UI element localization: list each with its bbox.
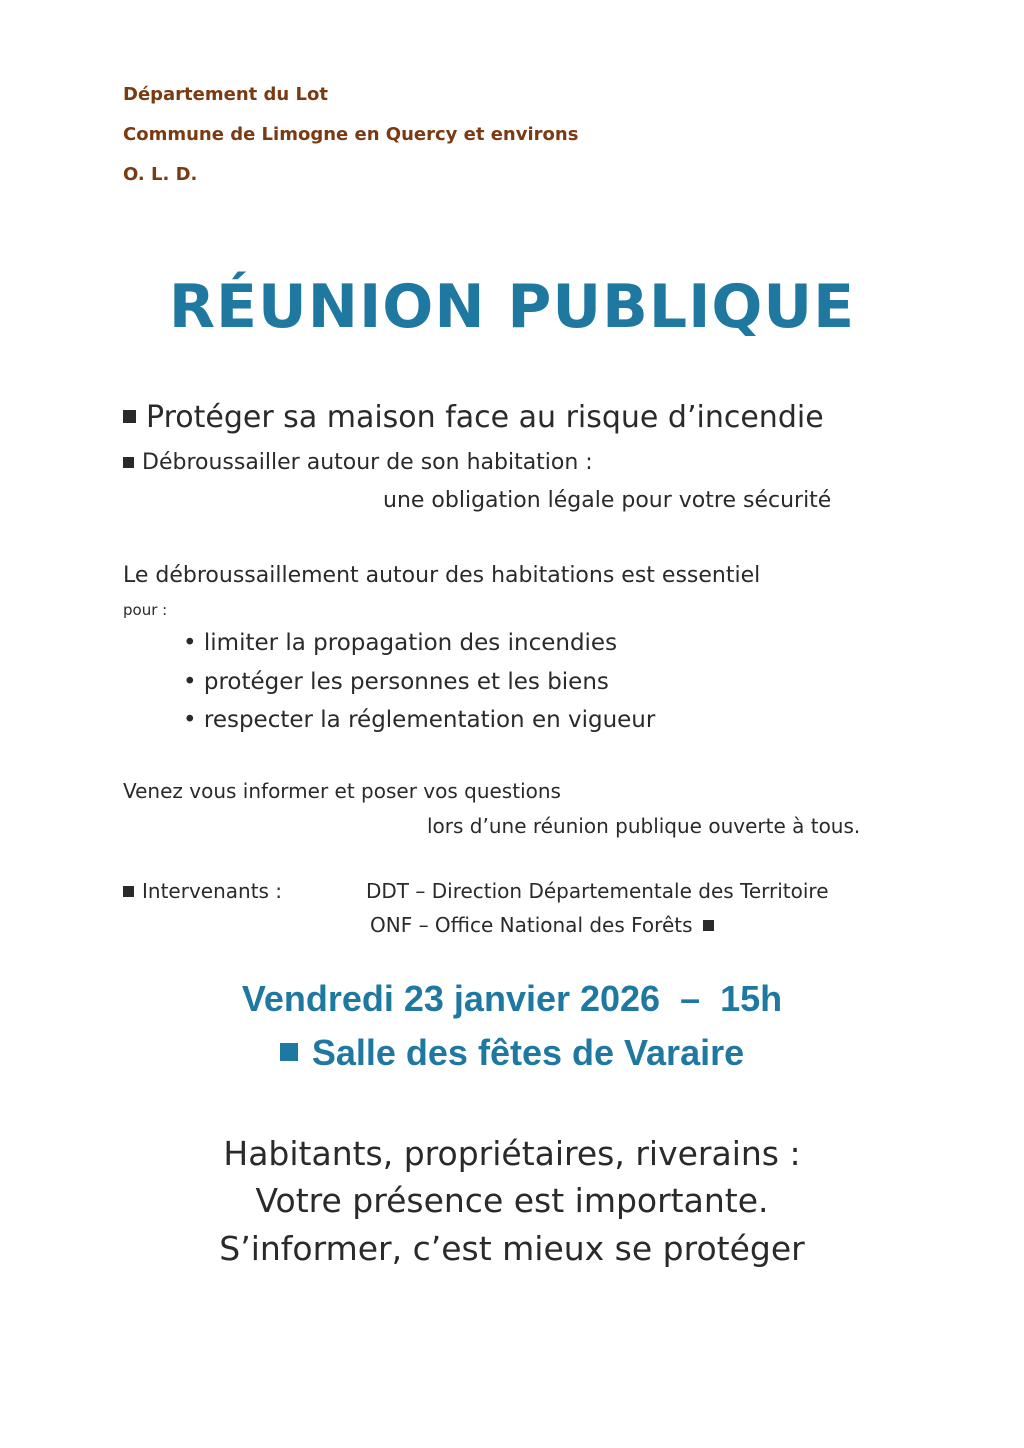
speakers-label-text: Intervenants : [142,879,283,903]
topic-protect [123,400,824,435]
invitation-line-2: lors d’une réunion publique ouverte à tous. [427,814,861,838]
event-location-text: Salle des fêtes de Varaire [311,1032,745,1073]
speaker-onf [370,913,714,937]
square-bullet-icon [280,1043,298,1061]
page-title: RÉUNION PUBLIQUE [168,272,856,342]
speakers-label [123,879,282,903]
event-datetime: Vendredi 23 janvier 2026 – 15h [241,978,783,1019]
header-department: Département du Lot [123,84,328,105]
closing-line-3: S’informer, c’est mieux se protéger [219,1229,805,1268]
header-acronym: O. L. D. [123,164,198,185]
speaker-ddt: DDT – Direction Départementale des Territoire [366,879,829,903]
intro-text: Le débroussaillement autour des habitations est essentiel [123,563,761,588]
topic-clear [123,450,593,475]
square-bullet-icon [703,920,714,931]
closing-line-2: Votre présence est importante. [255,1181,769,1220]
square-bullet-icon [123,886,134,897]
speaker-onf-text: ONF – Office National des Forêts [370,913,693,937]
topic-obligation: une obligation légale pour votre sécurité [383,488,832,513]
event-location [0,1032,1024,1074]
invitation-line-1: Venez vous informer et poser vos questions [123,779,561,803]
intro-continuation: pour : [123,601,168,619]
list-item: • limiter la propagation des incendies [183,630,618,656]
list-item: • protéger les personnes et les biens [183,669,609,695]
closing-line-1: Habitants, propriétaires, riverains : [223,1134,801,1173]
list-item: • respecter la réglementation en vigueur [183,707,656,733]
square-bullet-icon [123,457,134,468]
topic-protect-text: Protéger sa maison face au risque d’incendie [146,400,824,435]
header-commune: Commune de Limogne en Quercy et environs [123,124,579,145]
topic-clear-text: Débroussailler autour de son habitation : [142,450,593,475]
square-bullet-icon [123,410,136,423]
